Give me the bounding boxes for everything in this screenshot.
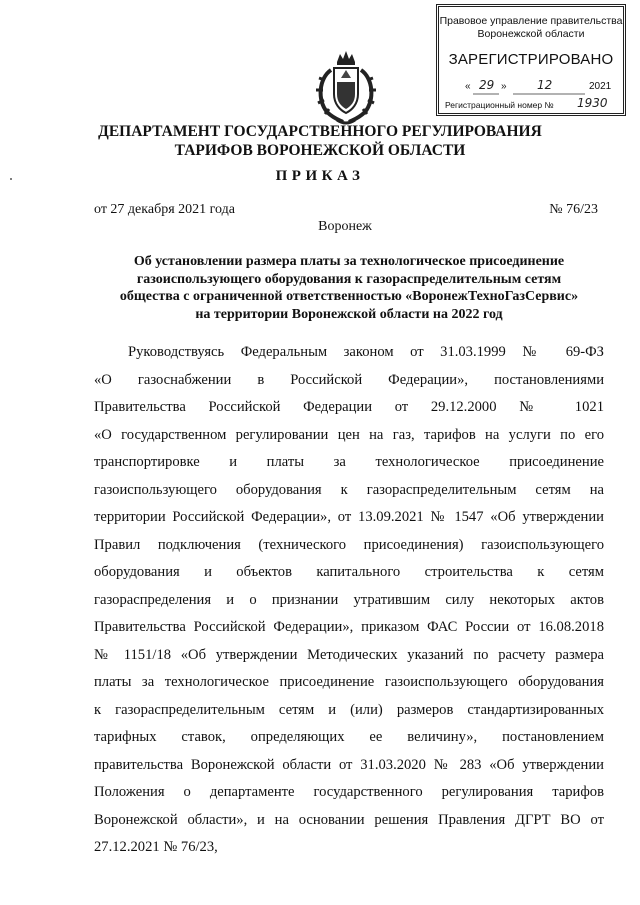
body-line: тарифных ставок, определяющих ее величину», постановлением — [94, 729, 604, 745]
body-line: территории Российской Федерации», от 13.09.2021 № 1547 «Об утверждении — [94, 509, 604, 525]
body-line: «О государственном регулировании цен на газ, тарифов на услуги по его — [94, 426, 604, 443]
stamp-date-row — [453, 78, 618, 97]
document-number: № 76/23 — [549, 202, 598, 217]
document-type: ПРИКАЗ — [275, 168, 365, 184]
subject-line1: Об установлении размера платы за технологическое присоединение — [133, 254, 565, 269]
body-paragraph — [94, 339, 604, 862]
stamp-reg-label: Регистрационный номер № — [445, 100, 554, 110]
coat-of-arms-emblem — [313, 48, 379, 128]
stamp-org-line1: Правовое управление правительства — [439, 15, 623, 27]
body-line-last: 27.12.2021 № 76/23, — [94, 839, 218, 855]
body-line: Правительства Российской Федерации от 29.12.2000 № 1021 — [94, 399, 604, 415]
stamp-org-line2: Воронежской области — [477, 28, 585, 40]
body-line: платы за технологическое присоединение газоиспользующего оборудования — [94, 674, 604, 690]
body-line: газораспределения и о признании утратившим силу некоторых актов — [94, 591, 604, 608]
department-name — [0, 122, 640, 160]
body-line: правительства Воронежской области от 31.03.2020 № 283 «Об утверждении — [94, 756, 604, 773]
stamp-month: 12 — [537, 78, 553, 92]
stamp-year: 2021 — [589, 81, 612, 92]
stamp-quote-open: « — [465, 81, 471, 92]
body-line: к газораспределительным сетям и (или) размеров стандартизированных — [94, 701, 604, 718]
body-line: № 1151/18 «Об утверждении Методических указаний по расчету размера — [94, 646, 604, 663]
department-line1: ДЕПАРТАМЕНТ ГОСУДАРСТВЕННОГО РЕГУЛИРОВАНИЯ — [98, 123, 542, 140]
body-line: Правительства Российской Федерации», приказом ФАС России от 16.08.2018 — [94, 619, 604, 635]
registration-stamp — [436, 4, 626, 116]
body-line: «О газоснабжении в Российской Федерации», постановлениями — [94, 371, 604, 388]
body-line: Руководствуясь Федеральным законом от 31.03.1999 № 69-ФЗ — [128, 344, 604, 360]
stamp-registered: ЗАРЕГИСТРИРОВАНО — [448, 51, 614, 68]
body-line: Правил подключения (технического присоединения) газоиспользующего — [94, 536, 604, 553]
document-city: Воронеж — [318, 219, 372, 234]
body-line: Воронежской области», и на основании решения Правления ДГРТ ВО от — [94, 811, 604, 828]
body-line: оборудования и объектов капитального строительства к сетям — [94, 564, 604, 580]
document-date: от 27 декабря 2021 года — [94, 202, 235, 217]
body-line: транспортировке и платы за технологическое присоединение — [94, 454, 604, 470]
stamp-day: 29 — [479, 78, 495, 92]
stamp-number-row — [445, 96, 623, 114]
body-line: Положения о департаменте государственного регулирования тарифов — [94, 784, 604, 800]
subject-line4: на территории Воронежской области на 2022 год — [195, 306, 503, 322]
document-subject — [94, 253, 604, 323]
stamp-quote-close: » — [501, 81, 507, 92]
subject-line3: общества с ограниченной ответственностью «ВоронежТехноГазСервис» — [119, 289, 579, 304]
stamp-reg-number: 1930 — [577, 96, 608, 110]
subject-line2: газоиспользующего оборудования к газораспределительным сетям — [136, 271, 562, 287]
body-line: газоиспользующего оборудования к газораспределительным сетям на — [94, 481, 604, 498]
department-line2: ТАРИФОВ ВОРОНЕЖСКОЙ ОБЛАСТИ — [174, 142, 466, 159]
